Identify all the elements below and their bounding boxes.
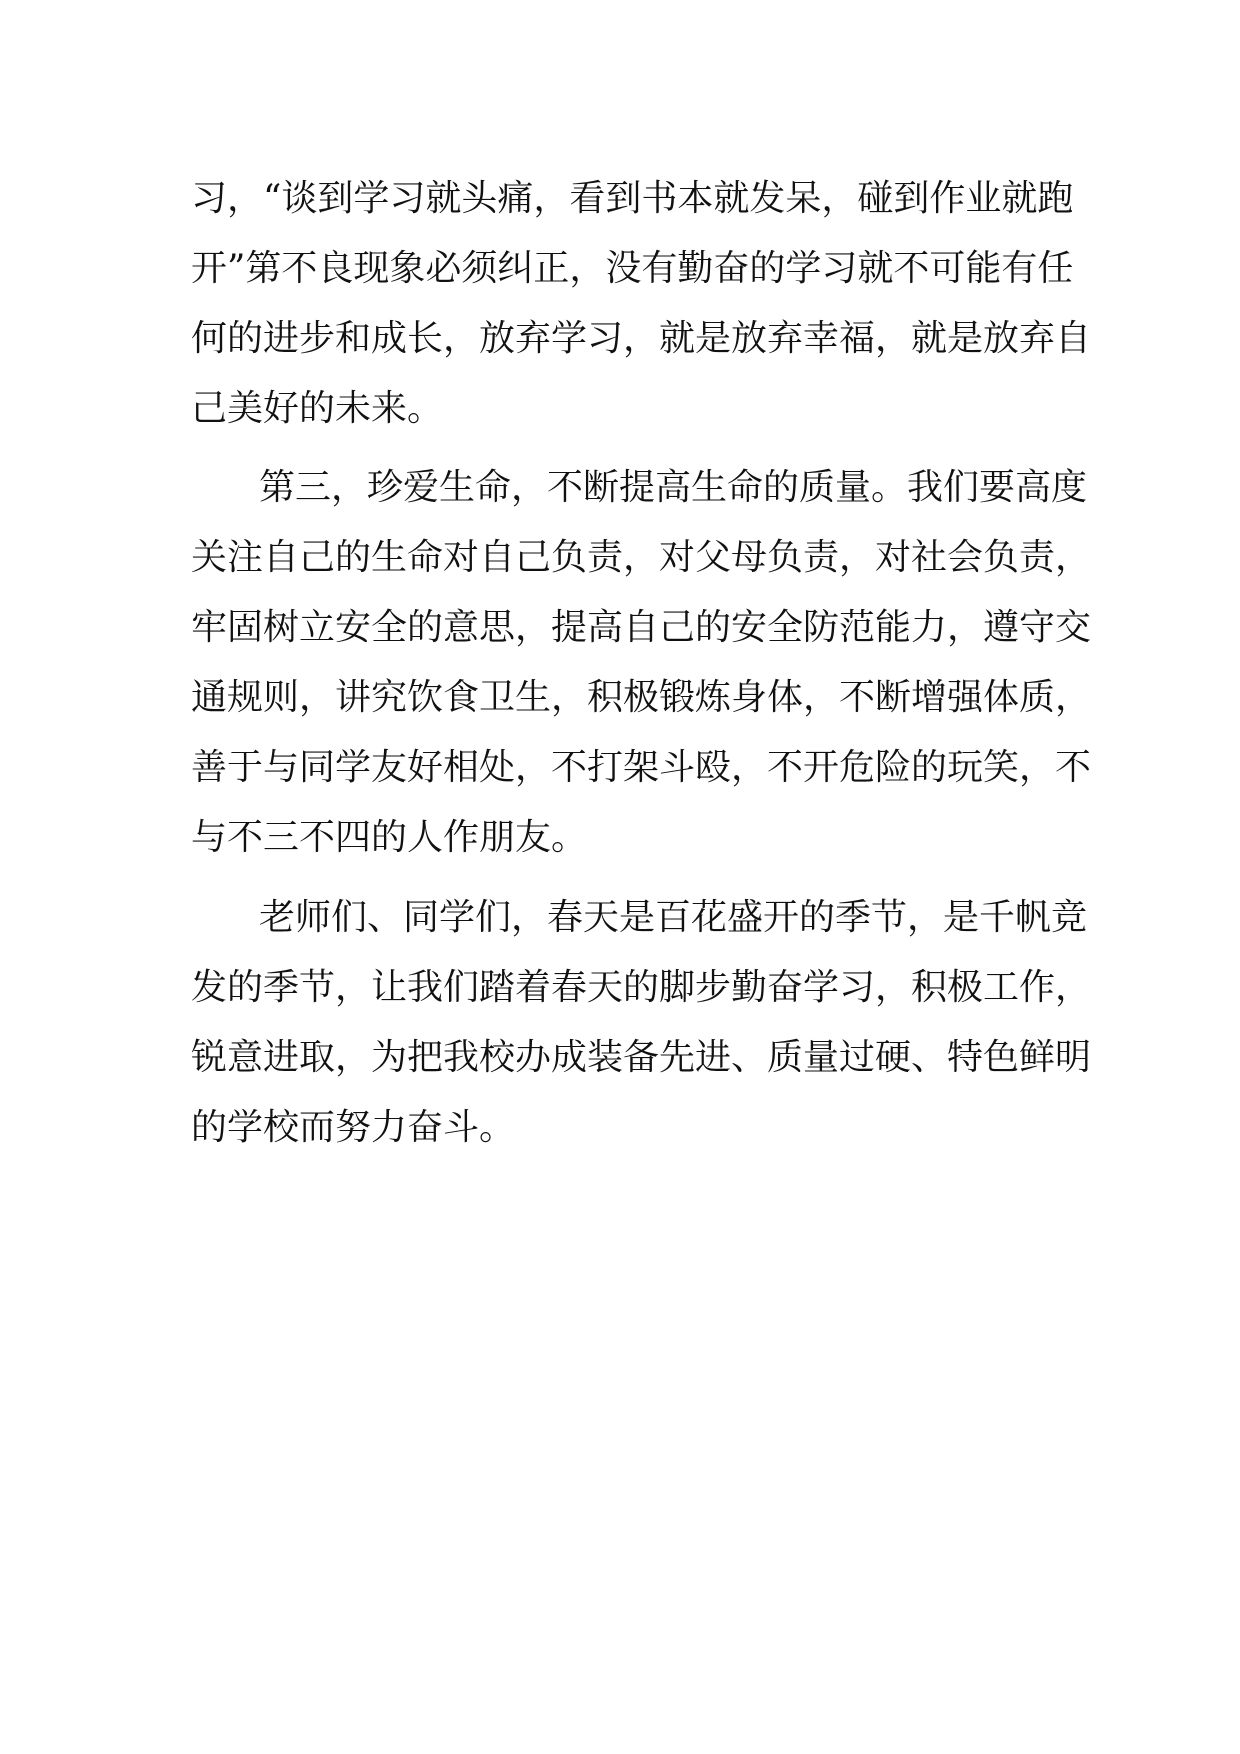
paragraph-line: 第三，珍爱生命，不断提高生命的质量。我们要高度 [259, 467, 1088, 508]
paragraph-line: 锐意进取，为把我校办成装备先进、质量过硬、特色鲜明 [191, 1037, 1092, 1078]
paragraph-line: 与不三不四的人作朋友。 [191, 817, 588, 858]
paragraph-line: 的学校而努力奋斗。 [191, 1107, 516, 1148]
paragraph-line: 通规则，讲究饮食卫生，积极锻炼身体，不断增强体质， [191, 677, 1092, 718]
paragraph-line: 善于与同学友好相处，不打架斗殴，不开危险的玩笑，不 [191, 747, 1092, 788]
paragraph-line: 关注自己的生命对自己负责，对父母负责，对社会负责， [191, 537, 1092, 578]
paragraph-line: 己美好的未来。 [191, 388, 444, 429]
paragraph-line: 老师们、同学们，春天是百花盛开的季节，是千帆竞 [259, 897, 1088, 938]
paragraph-line: 习，“谈到学习就头痛，看到书本就发呆，碰到作业就跑 [191, 178, 1074, 219]
paragraph-line: 发的季节，让我们踏着春天的脚步勤奋学习，积极工作， [191, 967, 1092, 1008]
paragraph-line: 牢固树立安全的意思，提高自己的安全防范能力，遵守交 [191, 607, 1092, 648]
paragraph-line: 何的进步和成长，放弃学习，就是放弃幸福，就是放弃自 [191, 318, 1092, 359]
paragraph-line: 开”第不良现象必须纠正，没有勤奋的学习就不可能有任 [191, 248, 1074, 289]
